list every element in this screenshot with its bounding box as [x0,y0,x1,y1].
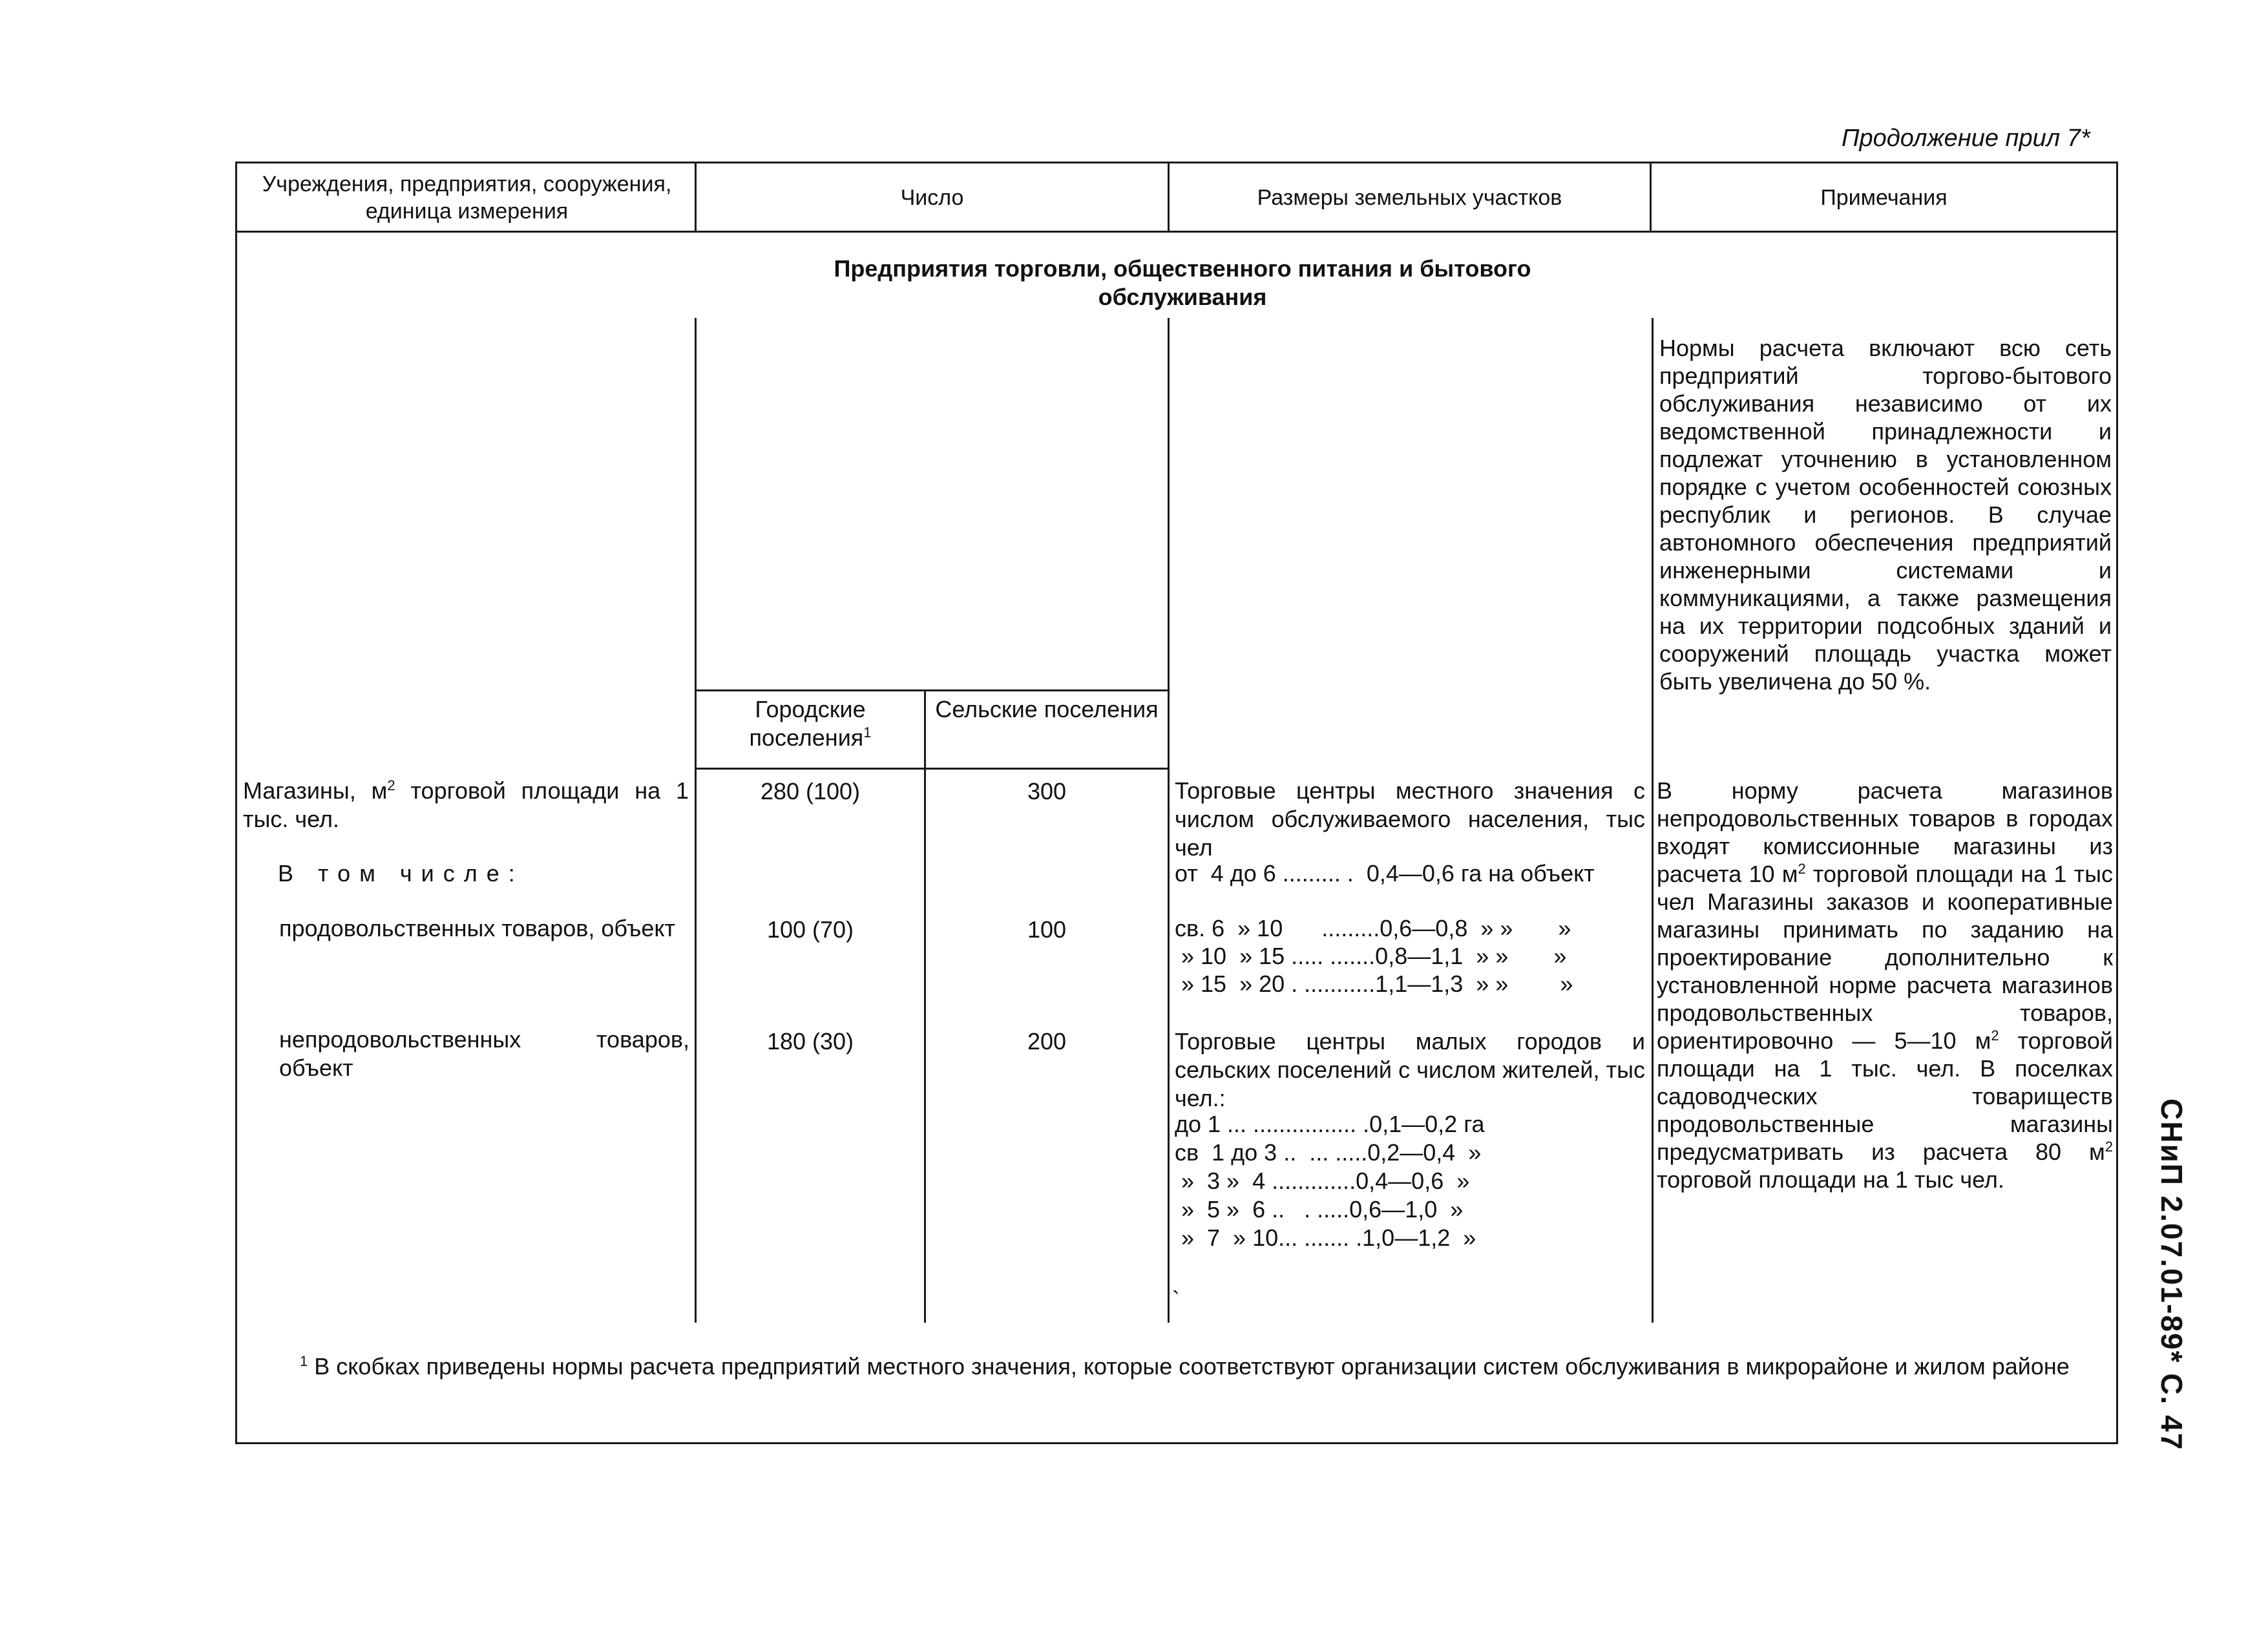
land-small-row: » 3 » 4 .............0,4—0,6 » [1175,1168,1470,1194]
col-header-institutions: Учреждения, предприятия, сооружения, единица измерения [262,172,672,224]
section-title: Предприятия торговли, общественного питания и бытового обслуживания [834,255,1531,310]
shop-note-part1: В норму расчета магазинов непродовольственных товаров в городах входят комиссионные магазины из расчета 10 м [1657,777,2113,887]
col-header-notes: Примечания [1820,185,1948,210]
table-header-bottom-border [235,231,2118,233]
general-note: Нормы расчета включают всю сеть предприятий торгово-бытового обслуживания независимо от их ведомственной принадлежности и подлежат уточнению в установленном порядке с учетом особенностей союзных республик и регионов. В случае автономного обеспечения предприятий инженерными системами и коммуникациями, а также размещения на их территории подсобных зданий и сооружений площадь участка может быть увеличена до 50 %. [1659,335,2112,695]
land-small-rows [1175,1110,1485,1252]
footnote-mark: 1 [300,1353,308,1369]
body-sep-1 [695,318,697,1323]
col-header-land: Размеры земельных участков [1257,185,1562,210]
subheader-bottom [695,768,1170,770]
row-nonfood-rural: 200 [1027,1028,1067,1055]
land-small-row: » 5 » 6 .. . .....0,6—1,0 » [1175,1196,1464,1223]
row-shops-sup: 2 [387,777,395,793]
table-left-border [235,162,237,1444]
row-shops-label-a: Магазины, м [243,777,388,804]
table-bottom-border [235,1442,2118,1444]
shop-note-part2: торговой площади на 1 тыс чел Магазины заказов и кооперативные магазины принимать по заданию на проектирование дополнительно к установленной норме расчета магазинов продовольственных товаров, ориентировочно — 5—10 м [1657,861,2113,1054]
footnote-ref: 1 [863,724,872,740]
footnote [242,1352,2112,1381]
row-food-rural: 100 [1027,916,1067,943]
row-shops-label-b: торговой площади на 1 тыс. чел. [243,777,689,832]
land-local-row: св. 6 » 10 .........0,6—0,8 » » » [1175,915,1571,941]
row-nonfood-label: непродовольственных товаров, объект [279,1026,689,1081]
body-sep-3 [1652,318,1654,1323]
shop-note-sup3: 2 [2105,1139,2113,1155]
row-including: В том числе: [278,860,524,887]
subheader-rural: Сельские поселения [935,696,1159,722]
land-local-row: » 15 » 20 . ...........1,1—1,3 » » » [1175,971,1573,997]
land-local-rows [1175,859,1595,998]
land-small-intro: Торговые центры малых городов и сельских поселений с числом жителей, тыс чел.: [1175,1028,1645,1111]
shop-note-sup1: 2 [1798,861,1806,877]
page-header: Продолжение прил 7* [1842,125,2090,152]
subheader-urban-label: Городские поселения [749,696,866,751]
shop-note-part4: торговой площади на 1 тыс чел. [1657,1166,2004,1193]
col-header-count: Число [900,185,964,210]
land-small-row: св 1 до 3 .. ... .....0,2—0,4 » [1175,1139,1482,1166]
side-label: СНиП 2.07.01-89* С. 47 [2155,1098,2189,1451]
land-small-row: до 1 ... ................ .0,1—0,2 га [1175,1111,1485,1137]
land-stray-mark: ` [1172,1287,1180,1313]
shop-note [1657,777,2113,1193]
land-local-row: » 10 » 15 ..... .......0,8—1,1 » » » [1175,943,1567,969]
row-food-label: продовольственных товаров, объект [279,915,675,941]
row-food-urban: 100 (70) [766,916,854,943]
row-shops-rural: 300 [1027,778,1067,804]
subheader-urban [697,695,924,752]
row-shops-urban: 280 (100) [760,778,861,804]
row-shops-label [243,777,689,834]
land-local-row: от 4 до 6 ......... . 0,4—0,6 га на объект [1175,860,1595,887]
land-local-intro: Торговые центры местного значения с числом обслуживаемого населения, тыс чел [1175,777,1645,861]
body-sep-2 [1168,318,1170,1323]
shop-note-part3: торговой площади на 1 тыс. чел. В поселках садоводческих товариществ продовольственные магазины предусматривать из расчета 80 м [1657,1027,2114,1165]
table-top-border [235,162,2118,163]
row-nonfood-urban: 180 (30) [766,1028,854,1055]
footnote-text: В скобках приведены нормы расчета предприятий местного значения, которые соответствуют организации систем обслуживания в микрорайоне и жилом районе [308,1353,2070,1380]
land-small-row: » 7 » 10... ....... .1,0—1,2 » [1175,1224,1476,1251]
shop-note-sup2: 2 [1991,1027,1999,1044]
table-right-border [2116,162,2118,1444]
subheader-top [695,689,1170,691]
